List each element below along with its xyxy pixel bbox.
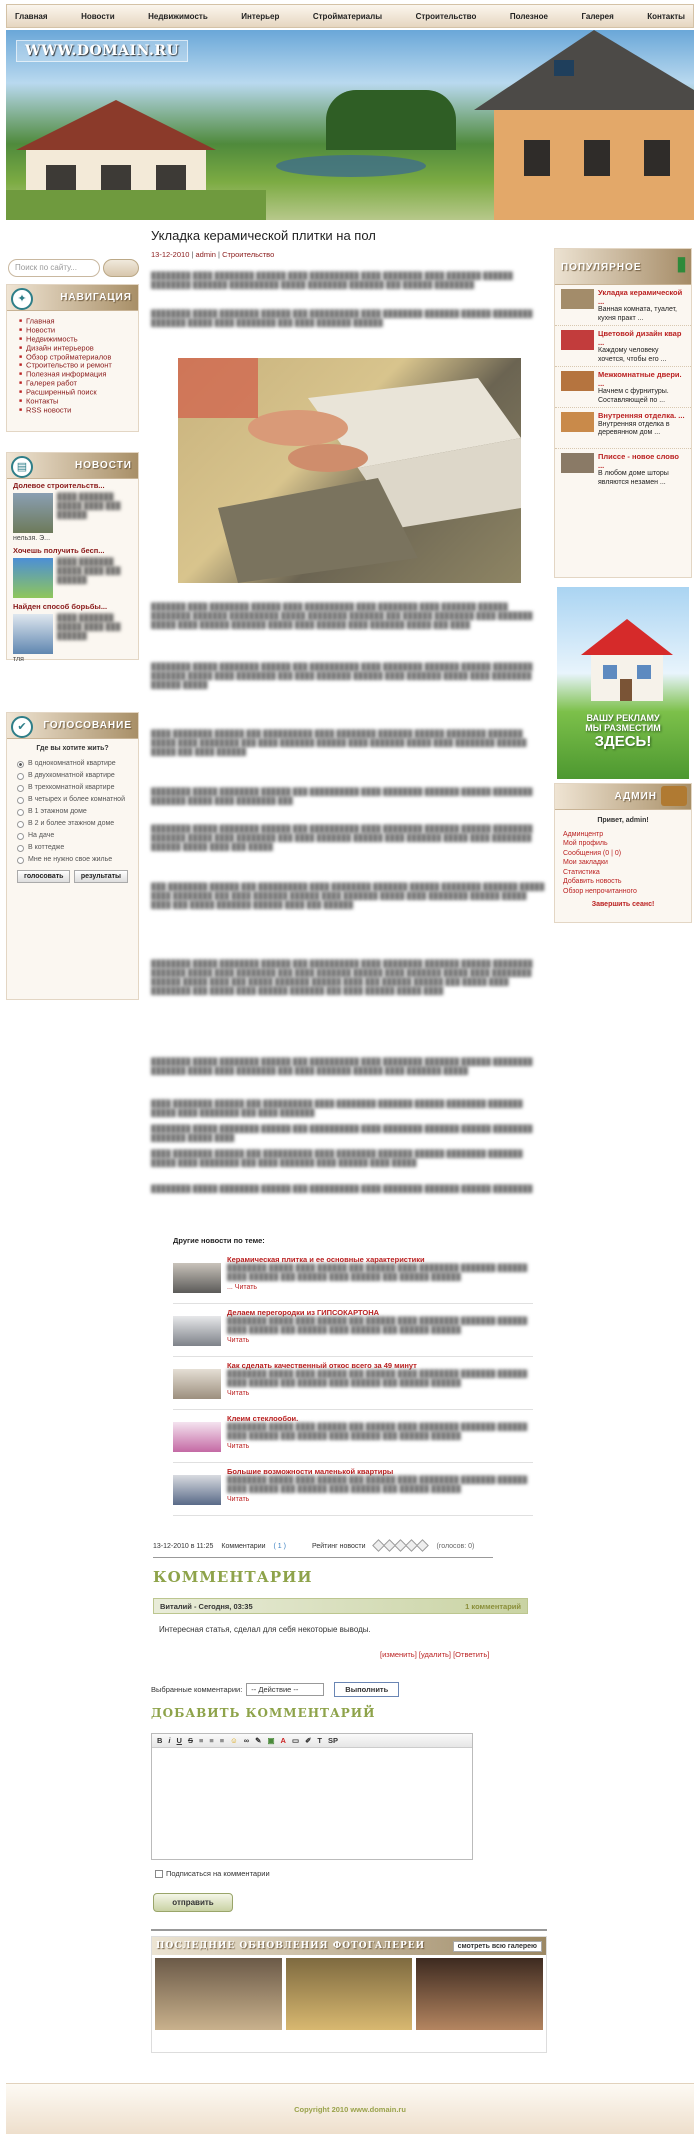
related-heading: Другие новости по теме:	[173, 1236, 265, 1245]
popular-item-title[interactable]: Цветовой дизайн квар ...	[598, 329, 682, 347]
poll-option-label: На даче	[28, 832, 55, 839]
align-left-icon[interactable]: ≡	[198, 1736, 204, 1745]
nav-link-building-repair[interactable]: ■ Строительство и ремонт	[19, 361, 130, 370]
nav-link-home[interactable]: ■ Главная	[19, 317, 130, 326]
site-logo[interactable]: WWW.DOMAIN.RU	[16, 40, 188, 62]
popular-thumbnail[interactable]	[561, 371, 594, 391]
navigation-title: НАВИГАЦИЯ	[60, 292, 132, 303]
radio-button[interactable]	[17, 785, 24, 792]
news-item-title[interactable]: Долевое строительств...	[13, 481, 105, 490]
popular-block	[554, 248, 692, 578]
radio-button[interactable]	[17, 857, 24, 864]
subscribe-row	[155, 1869, 270, 1878]
ballot-icon: ✔	[11, 716, 33, 738]
send-button[interactable]: отправить	[153, 1893, 233, 1912]
related-item-title[interactable]: Клеим стеклообои.	[227, 1414, 299, 1423]
poll-option-label: В четырех и более комнатной	[28, 796, 125, 803]
article-paragraph: ████████ █████ ████████ ██████ ███ ██████████ ████ ████████ ███████ ██████ ████████	[151, 1186, 533, 1193]
comments-count[interactable]: ( 1 )	[273, 1543, 286, 1550]
poll-option-label: В трехкомнатной квартире	[28, 784, 115, 791]
article-paragraph: ███████ ████ ████████ ██████ ████ ██████████ ████ ████████ ████ ███████ ██████ ████████ ███████ ██████████ █████ ████████ ███████ ███ ██████ ████████ ████ ███████ █████ ████ ██████ ███████ █████ ████ ██████ ████ ███████ █████ ███ ████	[151, 604, 533, 629]
news-item	[7, 600, 138, 665]
admin-block	[554, 783, 692, 923]
article-paragraph: ████████ █████ ████████ ██████ ███ ██████████ ████ ████████ ███████ ██████ ████████ ███████ █████ ████ ████████ ███ ████ ███████ ██████	[151, 311, 533, 327]
news-item-title[interactable]: Найден способ борьбы...	[13, 602, 108, 611]
admin-title: АДМИН	[614, 791, 657, 802]
popular-item-title[interactable]: Укладка керамической ...	[598, 288, 683, 306]
poll-option[interactable]	[17, 784, 128, 792]
poll-option-label: В 1 этажном доме	[28, 808, 87, 815]
nav-item-home[interactable]: Главная	[15, 11, 48, 21]
poll-block-header	[7, 713, 138, 739]
poll-option-label: В однокомнатной квартире	[28, 760, 116, 767]
admin-link[interactable]: Обзор непрочитанного	[563, 887, 637, 895]
gallery-block	[151, 1936, 547, 2053]
poll-option[interactable]	[17, 832, 128, 840]
vote-button[interactable]: голосовать	[17, 870, 70, 883]
action-select[interactable]: -- Действие --	[246, 1683, 324, 1696]
subscribe-checkbox[interactable]	[155, 1870, 163, 1878]
nav-item-useful[interactable]: Полезное	[509, 11, 548, 21]
editor-toolbar	[152, 1734, 472, 1748]
news-thumbnail[interactable]	[13, 614, 53, 654]
gallery-photo[interactable]	[155, 1958, 282, 2030]
execute-button[interactable]: Выполнить	[334, 1682, 399, 1697]
logout-link[interactable]: Завершить сеанс!	[591, 901, 655, 908]
compass-icon: ✦	[11, 288, 33, 310]
nav-link-materials-review[interactable]: ■ Обзор стройматериалов	[19, 353, 130, 362]
article-date: 13-12-2010	[151, 250, 190, 259]
poll-option[interactable]	[17, 856, 128, 864]
ad-line: МЫ РАЗМЕСТИМ	[585, 723, 661, 733]
selected-comments-label: Выбранные комментарии:	[151, 1685, 243, 1694]
gallery-photo[interactable]	[286, 1958, 413, 2030]
article-category[interactable]: Строительство	[222, 250, 275, 259]
nav-link-works-gallery[interactable]: ■ Галерея работ	[19, 379, 130, 388]
related-item-excerpt: ████████ █████ ████ ██████ ███ ██████ ████ ████████ ███████ ██████ ████ ██████ ███ ██████ ████ ██████ ███ ██████ ██████	[227, 1265, 528, 1281]
comment-text: Интересная статья, сделал для себя некоторые выводы.	[159, 1625, 371, 1634]
nav-item-materials[interactable]: Стройматериалы	[312, 11, 383, 21]
nav-link-advanced-search[interactable]: ■ Расширенный поиск	[19, 388, 130, 397]
popular-item-desc: Ванная комната, туалет, кухня практ ...	[598, 306, 678, 322]
popular-item-title[interactable]: Внутренняя отделка. ...	[598, 411, 685, 420]
chart-icon: ▮	[675, 253, 687, 275]
nav-item-interior[interactable]: Интерьер	[241, 11, 280, 21]
poll-option-label: В коттедже	[28, 844, 65, 851]
quote-icon[interactable]: ▭	[291, 1736, 300, 1745]
popular-item-desc: Внутренняя отделка в деревянном дом ...	[598, 420, 670, 436]
admin-link[interactable]: Статистика	[563, 868, 600, 876]
popular-item	[555, 449, 691, 490]
ad-banner[interactable]	[557, 587, 689, 779]
radio-button[interactable]	[17, 773, 24, 780]
gallery-photos	[152, 1955, 546, 2033]
popular-item	[555, 367, 691, 408]
copyright-text: Copyright 2010 www.domain.ru	[294, 2105, 406, 2114]
spoiler-icon[interactable]: SP	[327, 1736, 338, 1745]
popular-item	[555, 326, 691, 367]
related-item-excerpt: ████████ █████ ████ ██████ ███ ██████ ████ ████████ ███████ ██████ ████ ██████ ███ ██████ ████ ██████ ███ ██████ ██████	[227, 1424, 528, 1440]
rating-label: Рейтинг новости	[311, 1543, 366, 1550]
radio-button[interactable]	[17, 821, 24, 828]
newspaper-icon: ▤	[11, 456, 33, 478]
ad-text	[571, 713, 675, 750]
ad-line: ВАШУ РЕКЛАМУ	[586, 713, 660, 723]
comment-editor[interactable]	[151, 1733, 473, 1860]
gallery-header	[152, 1937, 546, 1955]
popular-title: ПОПУЛЯРНОЕ	[561, 262, 642, 273]
news-item-title[interactable]: Хочешь получить бесп...	[13, 546, 105, 555]
nav-item-news[interactable]: Новости	[81, 11, 115, 21]
admin-link[interactable]: Мой профиль	[563, 840, 608, 847]
briefcase-icon	[661, 786, 687, 806]
radio-button[interactable]	[17, 809, 24, 816]
article-paragraph: ████████ █████ ████████ ██████ ███ ██████████ ████ ████████ ███████ ██████ ████████ ███████ █████ ████ ████████ ███ ████ ███████ ██████ ████ ███████ █████ ████ ████████ ██████ █████	[151, 664, 533, 689]
link-icon[interactable]: ∞	[243, 1736, 250, 1745]
nav-item-realty[interactable]: Недвижимость	[148, 11, 208, 21]
star-icon[interactable]	[416, 1539, 429, 1552]
radio-button[interactable]	[17, 833, 24, 840]
post-datetime: 13-12-2010 в 11:25	[153, 1543, 214, 1550]
popular-thumbnail[interactable]	[561, 453, 594, 473]
comment-count: 1 комментарий	[465, 1601, 521, 1611]
related-item-title[interactable]: Делаем перегородки из ГИПСОКАРТОНА	[227, 1308, 380, 1317]
translit-icon[interactable]: ✐	[305, 1736, 312, 1745]
ad-line: ЗДЕСЬ!	[594, 733, 652, 750]
image-icon[interactable]: ▣	[267, 1736, 275, 1745]
text-icon[interactable]: T	[317, 1736, 322, 1745]
admin-links	[555, 810, 691, 916]
poll-option[interactable]	[17, 760, 128, 768]
popular-item	[555, 408, 691, 449]
popular-item-desc: В любом доме шторы являются незамен ...	[598, 470, 669, 486]
news-item-tail: нельзя. Э...	[13, 535, 51, 542]
article-paragraph: ████████ █████ ████████ ██████ ███ ██████████ ████ ████████ ███████ ██████ ████████ ███████ █████ ████ ████████ ███ ████ ███████ ██████ ████ ███████ █████	[151, 1059, 533, 1075]
nav-link-news[interactable]: ■ Новости	[19, 326, 130, 335]
nav-link-useful-info[interactable]: ■ Полезная информация	[19, 370, 130, 379]
popular-thumbnail[interactable]	[561, 412, 594, 432]
popular-item-title[interactable]: Плиссе - новое слово ...	[598, 452, 679, 470]
news-thumbnail[interactable]	[13, 558, 53, 598]
article-paragraph: ████ ████████ ██████ ███ ██████████ ████ ████████ ███████ ██████ ████████ ███████ █████ ████ ████████ ███ ████ ███████	[151, 1101, 523, 1117]
poll-block	[6, 712, 139, 1000]
article-paragraph: ████████ █████ ████████ ██████ ███ ██████████ ████ ████████ ███████ ██████ ████████ ███████ █████ ████ ████████ ███	[151, 789, 533, 805]
admin-link[interactable]: Админцентр	[563, 830, 604, 838]
admin-greeting: Привет, admin!	[597, 817, 649, 824]
meta-separator: |	[189, 250, 196, 259]
news-item-excerpt: ████ ███████ █████ ████ ███ ██████	[57, 615, 121, 640]
results-button[interactable]: результаты	[74, 870, 128, 883]
nav-link-rss[interactable]: ■ RSS новости	[19, 406, 130, 415]
article-author[interactable]: admin	[195, 250, 216, 259]
admin-link[interactable]: Добавить новость	[563, 878, 622, 885]
news-block-header	[7, 453, 138, 479]
comment-header	[153, 1598, 528, 1614]
article-paragraph: ████████ ████ ████████ ██████ ████ ██████████ ████ ████████ ████ ███████ ██████ ████████ ███████ ██████████ █████ ████████ ███████ ███ ██████ ████████	[151, 273, 513, 289]
radio-button[interactable]	[17, 845, 24, 852]
poll-option[interactable]	[17, 808, 128, 816]
votes-count: (голосов: 0)	[436, 1543, 475, 1550]
article-title[interactable]: Укладка керамической плитки на пол	[151, 228, 376, 243]
news-title: НОВОСТИ	[74, 460, 132, 471]
poll-form	[7, 739, 138, 889]
comments-column	[139, 0, 554, 2141]
read-more-link[interactable]: ... Читать	[227, 1284, 258, 1291]
read-more-link[interactable]: Читать	[227, 1443, 250, 1450]
admin-block-header	[555, 784, 691, 810]
site-footer	[6, 2083, 694, 2134]
rating-stars[interactable]	[374, 1541, 429, 1552]
comment-actions[interactable]: [изменить] [удалить] [Ответить]	[380, 1650, 490, 1659]
nav-link-realty[interactable]: ■ Недвижимость	[19, 335, 130, 344]
comments-label: Комментарии	[221, 1543, 266, 1550]
popular-item	[555, 285, 691, 326]
subscribe-label: Подписаться на комментарии	[166, 1869, 270, 1878]
color-icon[interactable]: A	[280, 1736, 286, 1745]
radio-button[interactable]	[17, 797, 24, 804]
poll-option[interactable]	[17, 772, 128, 780]
related-item-title[interactable]: Керамическая плитка и ее основные характеристики	[227, 1255, 425, 1264]
article-paragraph: ████ ████████ ██████ ███ ██████████ ████ ████████ ███████ ██████ ████████ ███████ █████ ████ ████████ ███ ████ ███████ ██████ ████ ███████ █████ ████ ████████ ██████ █████ ███ ████ ██████	[151, 731, 527, 756]
popular-item-title[interactable]: Межкомнатные двери. ...	[598, 370, 682, 388]
add-comment-title: ДОБАВИТЬ КОММЕНТАРИЙ	[151, 1706, 376, 1720]
view-gallery-button[interactable]: смотреть всю галерею	[453, 1941, 542, 1952]
news-item	[7, 544, 138, 600]
related-item-excerpt: ████████ █████ ████ ██████ ███ ██████ ████ ████████ ███████ ██████ ████ ██████ ███ ██████ ████ ██████ ███ ██████ ██████	[227, 1477, 528, 1493]
article-paragraph: ████ ████████ ██████ ███ ██████████ ████ ████████ ███████ ██████ ████████ ███████ █████ ████ ████████ ███ ████ ███████ ████ ██████ ████ █████	[151, 1151, 523, 1167]
mass-action-row	[151, 1682, 399, 1697]
nav-link-interior-design[interactable]: ■ Дизайн интерьеров	[19, 344, 130, 353]
article-paragraph: ████████ █████ ████████ ██████ ███ ██████████ ████ ████████ ███████ ██████ ████████ ███████ █████ ████	[151, 1126, 533, 1142]
popular-item-desc: Начнем с фурнитуры. Составляющей по ...	[598, 388, 669, 404]
navigation-block-header	[7, 285, 138, 311]
news-item-excerpt: ████ ███████ █████ ████ ███ ██████	[57, 559, 121, 584]
article-paragraph: ████████ █████ ████████ ██████ ███ ██████████ ████ ████████ ███████ ██████ ████████ ███████ █████ ████ ████████ ███ ████ ███████ ██████ ████ ███████ █████ ████ ████████ ██████ █████ ████ ███ █████	[151, 826, 533, 851]
news-item-excerpt: ████ ███████ █████ ████ ███ ██████	[57, 494, 121, 519]
leech-icon[interactable]: ✎	[255, 1736, 262, 1745]
italic-icon[interactable]: i	[168, 1736, 171, 1745]
poll-option-label: В 2 и более этажном доме	[28, 820, 115, 827]
read-more-link[interactable]: Читать	[227, 1337, 250, 1344]
article-paragraph: ███ ████████ ██████ ███ ██████████ ████ ████████ ███████ ██████ ████████ ███████ █████ ████ ████████ ███ ████ ███████ ██████ ████ ███████ █████ ████ ████████ ██████ █████ ████ ███ █████ ███████ ██████ ████ ███ ██████	[151, 884, 545, 909]
popular-block-header	[555, 249, 691, 285]
divider	[153, 1557, 493, 1558]
popular-thumbnail[interactable]	[561, 289, 594, 309]
nav-link-contacts[interactable]: ■ Контакты	[19, 397, 130, 406]
radio-button[interactable]	[17, 761, 24, 768]
poll-question: Где вы хотите жить?	[36, 745, 109, 752]
align-right-icon[interactable]: ≡	[219, 1736, 225, 1745]
nav-item-contacts[interactable]: Контакты	[647, 11, 685, 21]
ad-house-illustration	[557, 597, 689, 717]
gallery-title: ПОСЛЕДНИЕ ОБНОВЛЕНИЯ ФОТОГАЛЕРЕИ	[156, 1941, 426, 1951]
related-item-title[interactable]: Большие возможности маленькой квартиры	[227, 1467, 394, 1476]
related-item-title[interactable]: Как сделать качественный откос всего за 49 минут	[227, 1361, 417, 1370]
news-item-tail: тля	[13, 656, 24, 663]
navigation-block	[6, 284, 139, 432]
strike-icon[interactable]: S	[187, 1736, 193, 1745]
related-item-excerpt: ████████ █████ ████ ██████ ███ ██████ ████ ████████ ███████ ██████ ████ ██████ ███ ██████ ████ ██████ ███ ██████ ██████	[227, 1371, 528, 1387]
bold-icon[interactable]: B	[157, 1736, 163, 1745]
read-more-link[interactable]: Читать	[227, 1496, 250, 1503]
nav-item-gallery[interactable]: Галерея	[581, 11, 614, 21]
poll-option-label: В двухкомнатной квартире	[28, 772, 115, 779]
poll-option-label: Мне не нужно свое жилье	[28, 856, 113, 863]
popular-item-desc: Каждому человеку хочется, чтобы его ...	[598, 347, 667, 363]
gallery-photo[interactable]	[416, 1958, 543, 2030]
poll-title: ГОЛОСОВАНИЕ	[43, 720, 132, 731]
related-item-excerpt: ████████ █████ ████ ██████ ███ ██████ ████ ████████ ███████ ██████ ████ ██████ ███ ██████ ████ ██████ ███ ██████ ██████	[227, 1318, 528, 1334]
nav-item-building[interactable]: Строительство	[415, 11, 477, 21]
article-info-bar	[153, 1541, 493, 1552]
align-center-icon[interactable]: ≡	[209, 1736, 214, 1745]
article-paragraph: ████████ █████ ████████ ██████ ███ ██████████ ████ ████████ ███████ ██████ ████████ ███████ █████ ████ ████████ ███ ████ ███████ ██████ ████ ███████ █████ ████ ████████ ██████ █████ ████ ███ █████ ███████ ██████ ████ ███ ██████ ██████ ███ █████ ████ ████████ ███ █████ ████ ██████ ███████ ███ ████ ██████ █████ ████	[151, 961, 533, 995]
comment-author[interactable]: Виталий - Сегодня, 03:35	[160, 1601, 253, 1611]
meta-separator: |	[215, 250, 223, 259]
popular-thumbnail[interactable]	[561, 330, 594, 350]
search-button[interactable]	[103, 259, 139, 277]
poll-option[interactable]	[17, 820, 128, 828]
read-more-link[interactable]: Читать	[227, 1390, 250, 1397]
poll-option[interactable]	[17, 796, 128, 804]
poll-option[interactable]	[17, 844, 128, 852]
underline-icon[interactable]: U	[176, 1736, 182, 1745]
divider	[151, 1929, 547, 1931]
admin-link[interactable]: Сообщения (0 | 0)	[563, 849, 622, 857]
news-item	[7, 479, 138, 544]
smiley-icon[interactable]: ☺	[230, 1736, 238, 1745]
search-input[interactable]: Поиск по сайту...	[8, 259, 100, 277]
comments-title: КОММЕНТАРИИ	[153, 1568, 313, 1586]
news-thumbnail[interactable]	[13, 493, 53, 533]
navigation-list	[7, 311, 138, 419]
news-block	[6, 452, 139, 663]
admin-link[interactable]: Мои закладки	[563, 859, 608, 866]
